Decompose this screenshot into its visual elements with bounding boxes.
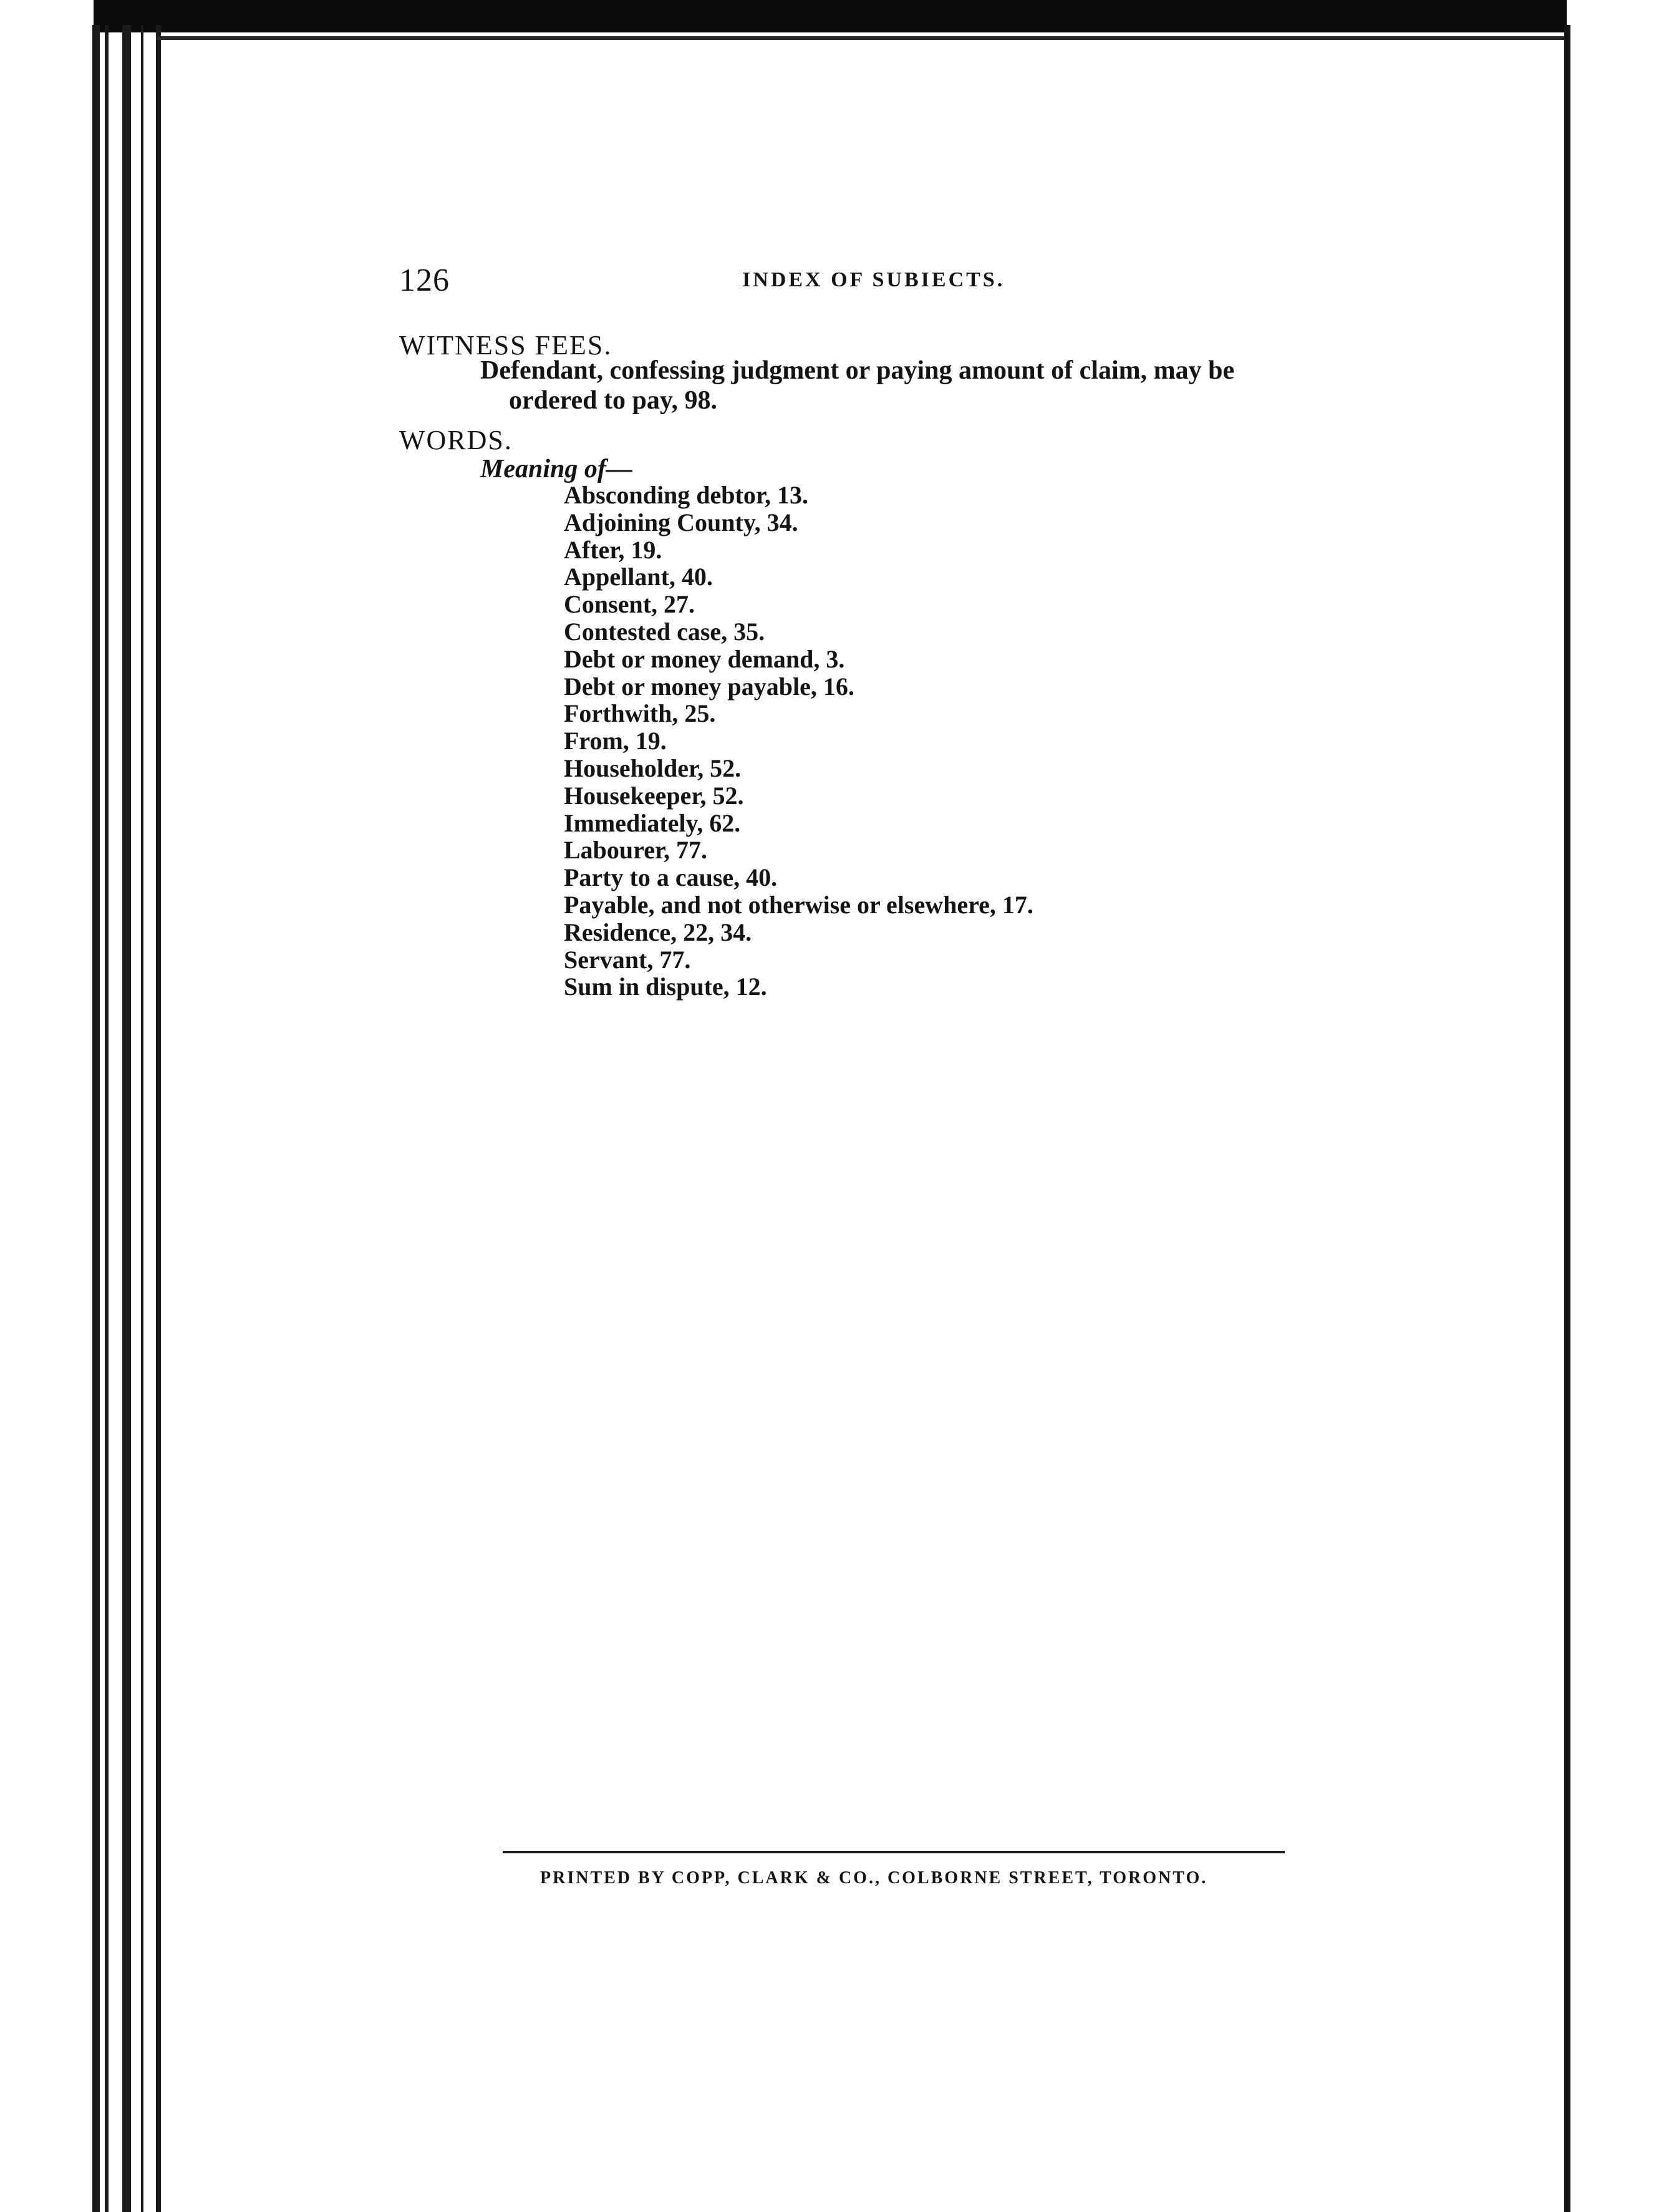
list-item: Party to a cause, 40. (564, 863, 778, 892)
list-item: Adjoining County, 34. (564, 508, 798, 536)
list-item: From, 19. (564, 727, 667, 755)
binding-edge-line (122, 25, 131, 2212)
scan-left-margin (0, 0, 94, 2212)
list-item: Sum in dispute, 12. (564, 973, 767, 1001)
list-item: Immediately, 62. (564, 808, 741, 837)
list-item: Absconding debtor, 13. (564, 481, 808, 509)
list-item: Debt or money payable, 16. (564, 672, 854, 701)
page-top-edge (156, 36, 1564, 40)
scan-top-border (0, 0, 1664, 32)
entry-text-line: Defendant, confessing judgment or paying amount of claim, may be (480, 356, 1235, 385)
entry-text-continuation: ordered to pay, 98. (509, 386, 718, 415)
binding-edge-line (141, 25, 143, 2212)
binding-edge-line (156, 25, 161, 2212)
list-item: Contested case, 35. (564, 617, 765, 646)
running-head-title: INDEX OF SUBIECTS. (742, 268, 1005, 291)
page-number: 126 (399, 263, 450, 298)
list-item: Consent, 27. (564, 590, 695, 619)
index-entry-witness-fees (480, 356, 1378, 415)
footer-rule (503, 1851, 1285, 1853)
index-heading-words: WORDS. (399, 425, 513, 455)
list-item: Payable, and not otherwise or elsewhere, 17. (564, 890, 1033, 919)
page-right-edge (1564, 25, 1570, 2212)
list-item: Appellant, 40. (564, 563, 713, 591)
list-item: Debt or money demand, 3. (564, 644, 845, 673)
printer-imprint: PRINTED BY COPP, CLARK & CO., COLBORNE STREET, TORONTO. (540, 1868, 1208, 1888)
list-item: Householder, 52. (564, 754, 742, 782)
list-item: Residence, 22, 34. (564, 918, 752, 946)
index-heading-witness-fees: WITNESS FEES. (399, 330, 612, 361)
list-item: Servant, 77. (564, 945, 691, 974)
list-item: Forthwith, 25. (564, 699, 716, 728)
list-item: Housekeeper, 52. (564, 781, 744, 810)
index-subheading-meaning-of: Meaning of— (480, 455, 632, 483)
binding-edge-line (92, 25, 100, 2212)
defined-terms-list (564, 482, 1033, 1001)
binding-edge-line (105, 25, 109, 2212)
running-head (399, 262, 1397, 306)
list-item: Labourer, 77. (564, 836, 708, 865)
list-item: After, 19. (564, 535, 662, 564)
scan-right-margin (1567, 0, 1664, 2212)
